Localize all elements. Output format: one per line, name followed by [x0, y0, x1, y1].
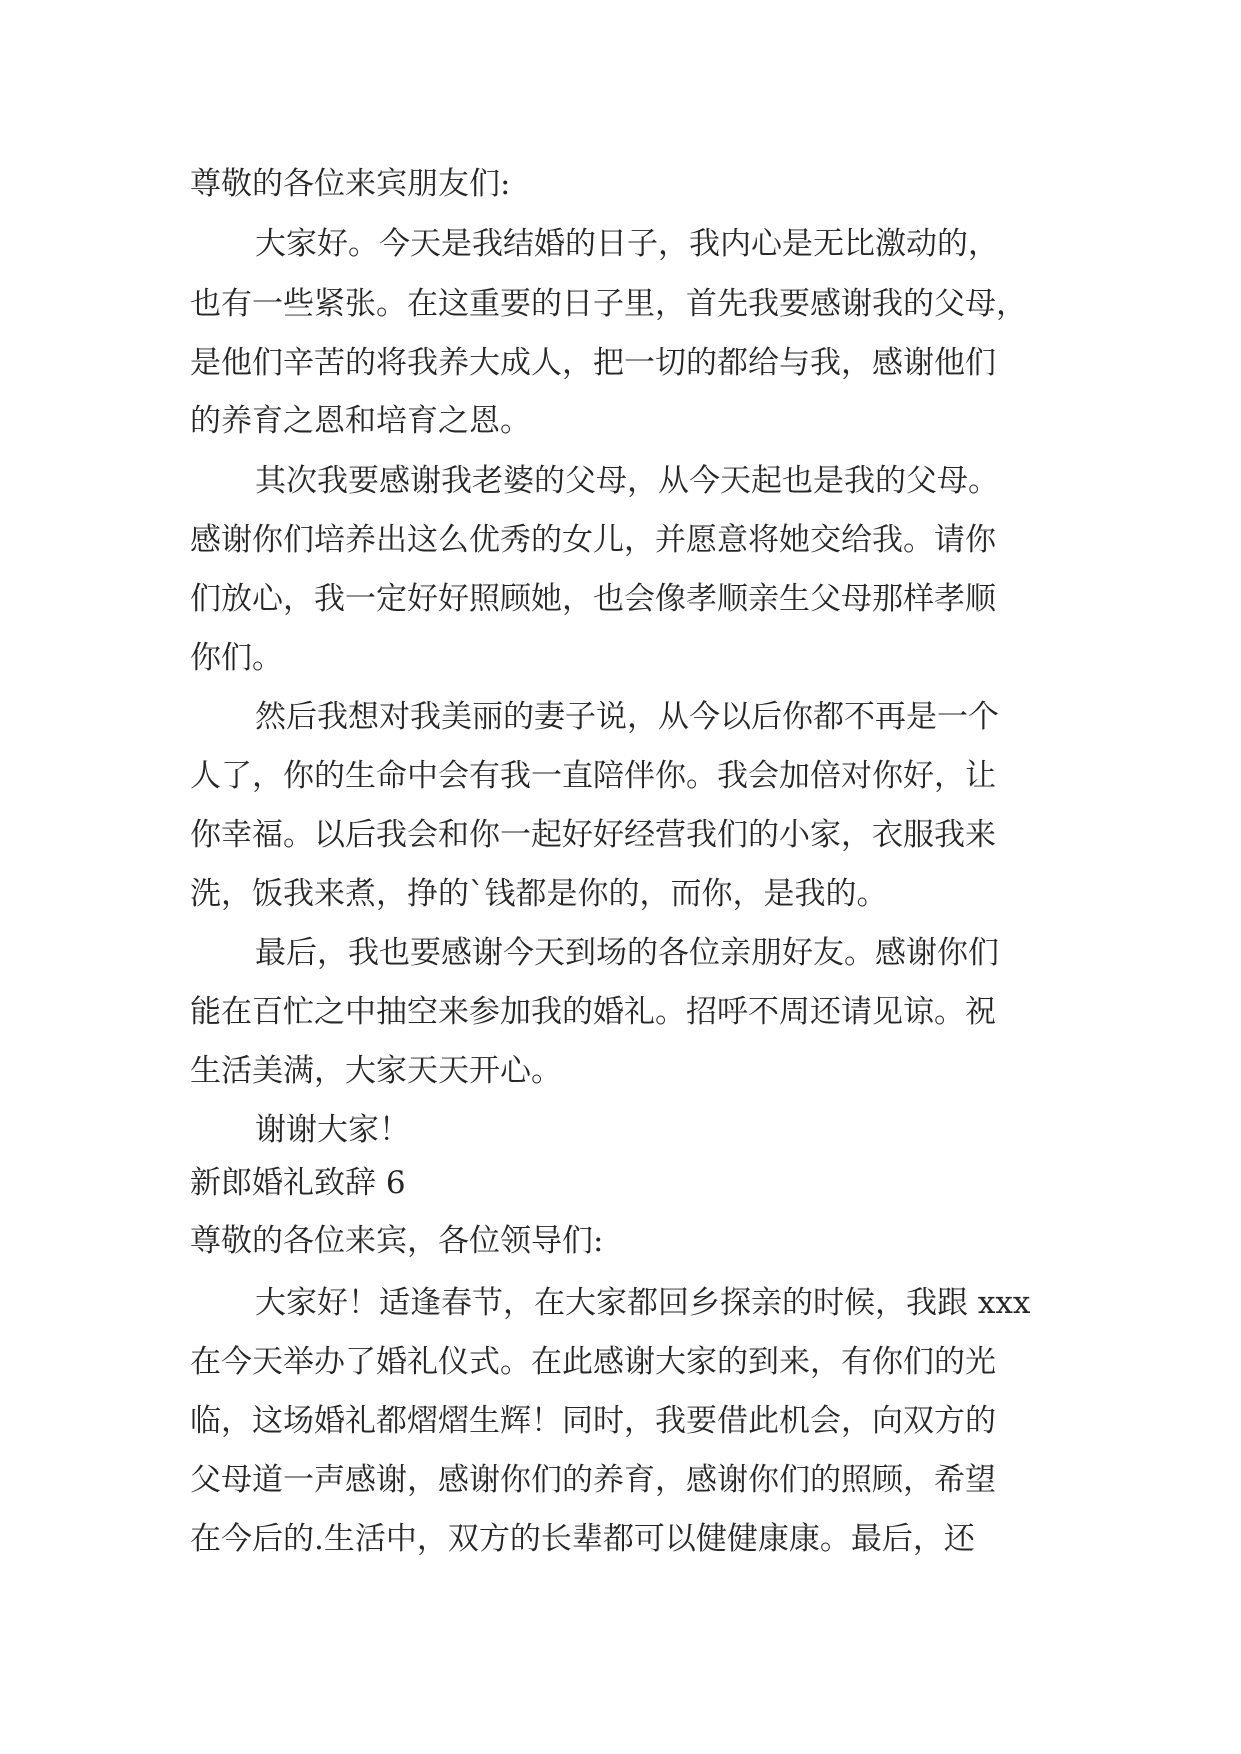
salutation-line: 尊敬的各位来宾朋友们:: [190, 166, 511, 202]
paragraph-line: 们放心，我一定好好照顾她，也会像孝顺亲生父母那样孝顺: [190, 581, 996, 617]
closing-line: 谢谢大家！: [255, 1112, 410, 1148]
paragraph-line: 然后我想对我美丽的妻子说，从今以后你都不再是一个: [255, 699, 999, 735]
paragraph-line: 感谢你们培养出这么优秀的女儿，并愿意将她交给我。请你: [190, 522, 996, 558]
salutation-line: 尊敬的各位来宾，各位领导们:: [190, 1223, 604, 1259]
paragraph-line: 你们。: [190, 640, 283, 676]
paragraph-line: 是他们辛苦的将我养大成人，把一切的都给与我，感谢他们: [190, 345, 996, 381]
paragraph-line: 人了，你的生命中会有我一直陪伴你。我会加倍对你好，让: [190, 758, 996, 794]
paragraph-line: 也有一些紧张。在这重要的日子里，首先我要感谢我的父母，: [190, 286, 1027, 322]
paragraph-line: 能在百忙之中抽空来参加我的婚礼。招呼不周还请见谅。祝: [190, 994, 996, 1030]
paragraph-line: 的养育之恩和培育之恩。: [190, 403, 531, 439]
paragraph-line: 生活美满，大家天天开心。: [190, 1053, 562, 1089]
paragraph-line: 其次我要感谢我老婆的父母，从今天起也是我的父母。: [255, 463, 999, 499]
paragraph-line: 洗，饭我来煮，挣的`钱都是你的，而你，是我的。: [190, 876, 888, 912]
paragraph-line: 最后，我也要感谢今天到场的各位亲朋好友。感谢你们: [255, 935, 999, 971]
section-heading: 新郎婚礼致辞 6: [190, 1165, 406, 1201]
paragraph-line: 父母道一声感谢，感谢你们的养育，感谢你们的照顾，希望: [190, 1462, 996, 1498]
paragraph-line: 在今后的.生活中，双方的长辈都可以健健康康。最后，还: [190, 1521, 975, 1557]
paragraph-line: 大家好！适逢春节，在大家都回乡探亲的时候，我跟 xxx: [255, 1285, 1031, 1321]
paragraph-line: 你幸福。以后我会和你一起好好经营我们的小家，衣服我来: [190, 817, 996, 853]
paragraph-line: 大家好。今天是我结婚的日子，我内心是无比激动的，: [255, 226, 999, 262]
paragraph-line: 临，这场婚礼都熠熠生辉！同时，我要借此机会，向双方的: [190, 1403, 996, 1439]
paragraph-line: 在今天举办了婚礼仪式。在此感谢大家的到来，有你们的光: [190, 1344, 996, 1380]
